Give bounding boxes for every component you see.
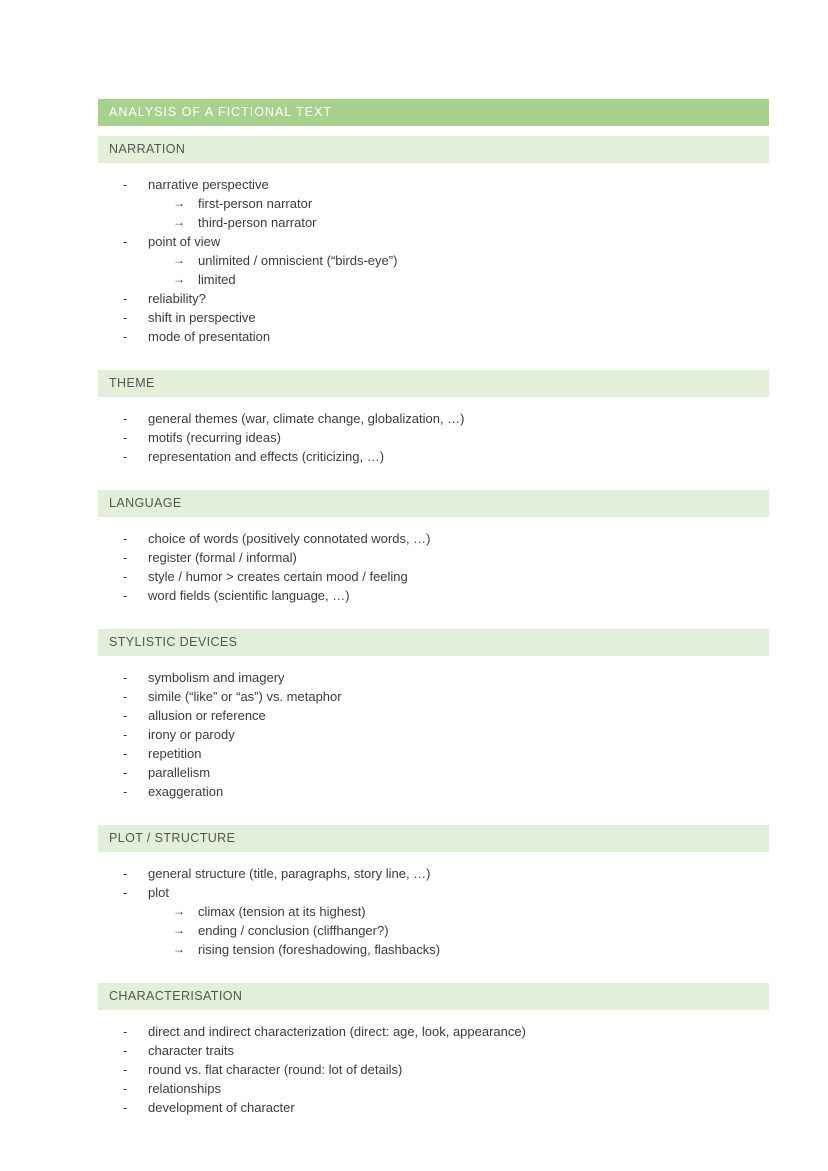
arrow-right-icon: → <box>173 272 185 286</box>
dash-bullet: - <box>123 430 128 445</box>
list-item <box>98 706 769 725</box>
sub-list-item-text: rising tension (foreshadowing, flashbacks) <box>198 942 441 957</box>
list-item <box>98 308 769 327</box>
document-title: ANALYSIS OF A FICTIONAL TEXT <box>98 99 769 126</box>
list-item-text: general structure (title, paragraphs, story line, …) <box>148 866 431 881</box>
sub-list-item <box>98 194 769 213</box>
sub-list-item-text: first-person narrator <box>198 196 313 211</box>
section-header: CHARACTERISATION <box>98 983 769 1010</box>
list-item-text: register (formal / informal) <box>148 550 297 565</box>
list-item <box>98 586 769 605</box>
dash-bullet: - <box>123 177 128 192</box>
arrow-right-icon: → <box>173 904 185 918</box>
list-item-text: motifs (recurring ideas) <box>148 430 281 445</box>
list-item-text: plot <box>148 885 169 900</box>
dash-bullet: - <box>123 550 128 565</box>
sub-list-item-text: unlimited / omniscient (“birds-eye”) <box>198 253 398 268</box>
section-theme <box>98 370 769 466</box>
dash-bullet: - <box>123 670 128 685</box>
arrow-right-icon: → <box>173 196 185 210</box>
section-stylistic-devices <box>98 629 769 801</box>
list-item-text: reliability? <box>148 291 206 306</box>
list-item <box>98 232 769 251</box>
list-item <box>98 327 769 346</box>
section-header: LANGUAGE <box>98 490 769 517</box>
bullet-list <box>98 409 769 466</box>
dash-bullet: - <box>123 1100 128 1115</box>
list-item-text: exaggeration <box>148 784 224 799</box>
section-plot-structure <box>98 825 769 959</box>
list-item-text: symbolism and imagery <box>148 670 285 685</box>
dash-bullet: - <box>123 689 128 704</box>
bullet-list <box>98 1022 769 1117</box>
dash-bullet: - <box>123 569 128 584</box>
list-item-text: narrative perspective <box>148 177 269 192</box>
section-narration <box>98 136 769 346</box>
list-item <box>98 1060 769 1079</box>
list-item-text: relationships <box>148 1081 221 1096</box>
dash-bullet: - <box>123 291 128 306</box>
dash-bullet: - <box>123 588 128 603</box>
list-item-text: shift in perspective <box>148 310 256 325</box>
bullet-list <box>98 668 769 801</box>
dash-bullet: - <box>123 234 128 249</box>
sub-list-item-text: climax (tension at its highest) <box>198 904 366 919</box>
section-header: PLOT / STRUCTURE <box>98 825 769 852</box>
list-item-text: direct and indirect characterization (direct: age, look, appearance) <box>148 1024 526 1039</box>
list-item <box>98 548 769 567</box>
list-item <box>98 1041 769 1060</box>
list-item <box>98 1079 769 1098</box>
list-item-text: point of view <box>148 234 221 249</box>
list-item <box>98 864 769 883</box>
list-item-text: allusion or reference <box>148 708 266 723</box>
arrow-right-icon: → <box>173 215 185 229</box>
sub-list-item <box>98 251 769 270</box>
list-item <box>98 1022 769 1041</box>
sub-list-item <box>98 902 769 921</box>
list-item-text: choice of words (positively connotated words, …) <box>148 531 431 546</box>
bullet-list <box>98 175 769 346</box>
list-item <box>98 447 769 466</box>
list-item <box>98 744 769 763</box>
dash-bullet: - <box>123 708 128 723</box>
dash-bullet: - <box>123 866 128 881</box>
list-item-text: repetition <box>148 746 202 761</box>
dash-bullet: - <box>123 531 128 546</box>
sub-list-item <box>98 940 769 959</box>
list-item-text: style / humor > creates certain mood / feeling <box>148 569 408 584</box>
dash-bullet: - <box>123 885 128 900</box>
dash-bullet: - <box>123 727 128 742</box>
section-language <box>98 490 769 605</box>
dash-bullet: - <box>123 1043 128 1058</box>
arrow-right-icon: → <box>173 942 185 956</box>
dash-bullet: - <box>123 765 128 780</box>
list-item-text: mode of presentation <box>148 329 271 344</box>
list-item <box>98 428 769 447</box>
list-item-text: development of character <box>148 1100 295 1115</box>
list-item-text: word fields (scientific language, …) <box>148 588 350 603</box>
list-item-text: round vs. flat character (round: lot of details) <box>148 1062 403 1077</box>
section-characterisation <box>98 983 769 1117</box>
list-item-text: parallelism <box>148 765 211 780</box>
sections-container <box>98 136 769 1117</box>
list-item <box>98 782 769 801</box>
list-item-text: character traits <box>148 1043 234 1058</box>
list-item-text: general themes (war, climate change, globalization, …) <box>148 411 465 426</box>
list-item <box>98 725 769 744</box>
dash-bullet: - <box>123 1081 128 1096</box>
list-item-text: irony or parody <box>148 727 235 742</box>
list-item <box>98 409 769 428</box>
section-header: THEME <box>98 370 769 397</box>
list-item <box>98 567 769 586</box>
list-item <box>98 668 769 687</box>
list-item <box>98 175 769 194</box>
sub-list-item <box>98 270 769 289</box>
document-page <box>98 99 769 1117</box>
sub-list-item-text: limited <box>198 272 236 287</box>
sub-list-item-text: ending / conclusion (cliffhanger?) <box>198 923 389 938</box>
dash-bullet: - <box>123 1024 128 1039</box>
list-item <box>98 289 769 308</box>
sub-list-item <box>98 213 769 232</box>
dash-bullet: - <box>123 784 128 799</box>
dash-bullet: - <box>123 329 128 344</box>
section-header: NARRATION <box>98 136 769 163</box>
arrow-right-icon: → <box>173 923 185 937</box>
dash-bullet: - <box>123 746 128 761</box>
list-item <box>98 883 769 902</box>
dash-bullet: - <box>123 310 128 325</box>
sub-list-item-text: third-person narrator <box>198 215 317 230</box>
bullet-list <box>98 529 769 605</box>
bullet-list <box>98 864 769 959</box>
list-item-text: simile (“like” or “as”) vs. metaphor <box>148 689 342 704</box>
list-item <box>98 529 769 548</box>
section-header: STYLISTIC DEVICES <box>98 629 769 656</box>
list-item <box>98 1098 769 1117</box>
list-item <box>98 687 769 706</box>
sub-list-item <box>98 921 769 940</box>
dash-bullet: - <box>123 1062 128 1077</box>
list-item <box>98 763 769 782</box>
list-item-text: representation and effects (criticizing, …) <box>148 449 385 464</box>
dash-bullet: - <box>123 449 128 464</box>
arrow-right-icon: → <box>173 253 185 267</box>
dash-bullet: - <box>123 411 128 426</box>
